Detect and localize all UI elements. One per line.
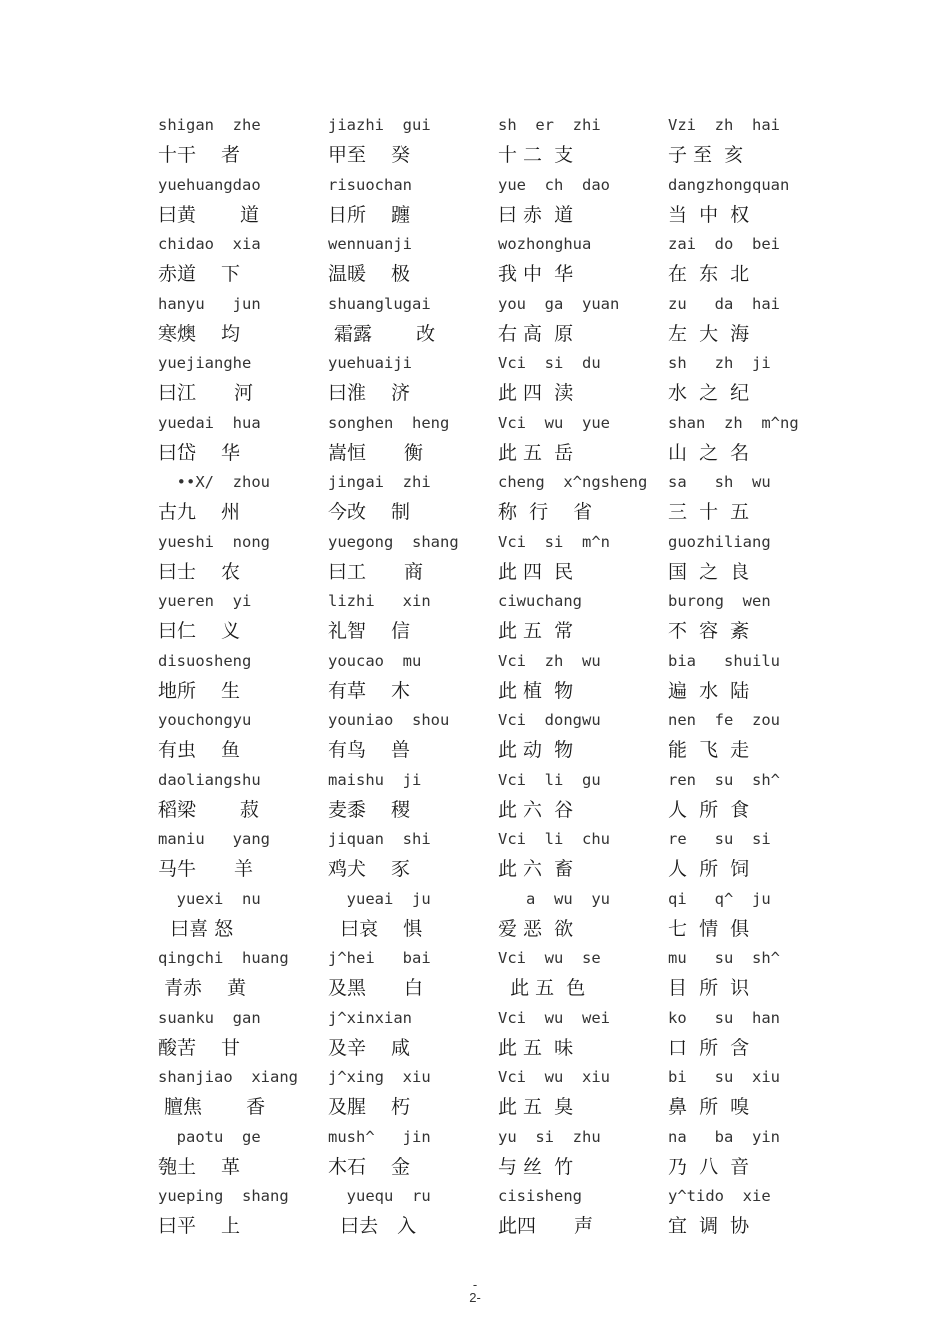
verse-cell — [660, 636, 810, 702]
verse-cell — [490, 517, 660, 583]
pinyin-line: yuexi nu — [158, 889, 261, 908]
pinyin-line: wozhonghua — [498, 235, 592, 253]
verse-cell — [150, 695, 320, 761]
hanzi-line: 匏土 革 — [158, 1155, 241, 1178]
verse-cell — [660, 933, 810, 999]
pinyin-line: jiazhi gui — [328, 116, 431, 134]
page-number: - 2- — [469, 1277, 481, 1305]
verse-cell — [150, 576, 320, 642]
pinyin-line: zu da hai — [668, 294, 780, 313]
verse-cell — [150, 814, 320, 880]
verse-cell — [150, 398, 320, 464]
pinyin-line: risuochan — [328, 175, 412, 194]
hanzi-line: 不 容 紊 — [668, 620, 750, 642]
verse-cell — [660, 219, 810, 285]
pinyin-line: wennuanji — [328, 235, 412, 253]
verse-cell — [150, 933, 320, 999]
hanzi-line: 我 中 华 — [498, 263, 574, 285]
hanzi-line: 日所 躔 — [328, 203, 411, 226]
verse-cell — [660, 993, 810, 1059]
hanzi-line: 青赤 黄 — [158, 977, 247, 999]
hanzi-line: 有草 木 — [328, 679, 411, 702]
hanzi-line: 此 五 臭 — [498, 1096, 574, 1118]
hanzi-line: 曰仁 义 — [158, 620, 241, 642]
hanzi-line: 此 植 物 — [498, 679, 574, 702]
hanzi-line: 能 飞 走 — [668, 739, 750, 761]
pinyin-line: yuehuangdao — [158, 175, 261, 194]
verse-cell — [320, 695, 490, 761]
verse-cell — [320, 993, 490, 1059]
verse-cell — [150, 874, 320, 940]
hanzi-line: 甲至 癸 — [328, 144, 411, 166]
verse-cell — [490, 636, 660, 702]
pinyin-line: qi q^ ju — [668, 889, 771, 908]
hanzi-line: 鼻 所 嗅 — [668, 1096, 750, 1118]
verse-cell — [490, 755, 660, 821]
pinyin-line: jingai zhi — [328, 473, 431, 491]
pinyin-line: shanjiao xiang — [158, 1068, 298, 1086]
verse-cell — [660, 517, 810, 583]
hanzi-line: 山 之 名 — [668, 441, 750, 464]
hanzi-line: 此 四 民 — [498, 560, 574, 583]
verse-cell — [660, 100, 810, 166]
pinyin-line: Vci dongwu — [498, 711, 601, 729]
pinyin-line: zai do bei — [668, 235, 780, 253]
hanzi-line: 嵩恒 衡 — [328, 441, 424, 464]
pinyin-line: you ga yuan — [498, 294, 620, 313]
pinyin-line: Vci wu xiu — [498, 1068, 610, 1086]
verse-cell — [490, 338, 660, 404]
hanzi-line: 曰士 农 — [158, 560, 241, 583]
pinyin-line: yuejianghe — [158, 354, 252, 372]
verse-cell — [150, 160, 320, 226]
pinyin-line: lizhi xin — [328, 592, 431, 610]
hanzi-line: 膻焦 香 — [158, 1096, 266, 1118]
pinyin-line: ••X/ zhou — [158, 473, 270, 491]
hanzi-line: 右 高 原 — [498, 322, 574, 345]
verse-cell — [320, 1052, 490, 1118]
hanzi-line: 目 所 识 — [668, 977, 750, 999]
verse-cell — [660, 398, 810, 464]
verse-cell — [660, 457, 810, 523]
verse-cell — [660, 279, 810, 345]
hanzi-line: 地所 生 — [158, 679, 241, 702]
verse-cell — [660, 338, 810, 404]
pinyin-line: qingchi huang — [158, 949, 289, 967]
pinyin-line: sa sh wu — [668, 473, 771, 491]
hanzi-line: 三 十 五 — [668, 501, 750, 523]
verse-cell — [320, 1171, 490, 1237]
verse-cell — [490, 1171, 660, 1237]
hanzi-line: 有鸟 兽 — [328, 739, 411, 761]
hanzi-line: 曰岱 华 — [158, 441, 241, 464]
verse-cell — [320, 160, 490, 226]
hanzi-line: 木石 金 — [328, 1155, 411, 1178]
verse-cell — [490, 160, 660, 226]
pinyin-line: ren su sh^ — [668, 770, 780, 789]
verse-cell — [320, 100, 490, 166]
pinyin-line: guozhiliang — [668, 532, 771, 551]
hanzi-line: 礼智 信 — [328, 620, 411, 642]
pinyin-line: yueshi nong — [158, 532, 270, 551]
hanzi-line: 赤道 下 — [158, 263, 241, 285]
verse-cell — [320, 338, 490, 404]
pinyin-line: cisisheng — [498, 1187, 582, 1205]
verse-cell — [660, 160, 810, 226]
hanzi-line: 十 二 支 — [498, 144, 574, 166]
verse-cell — [660, 576, 810, 642]
verse-cell — [660, 1112, 810, 1178]
pinyin-line: na ba yin — [668, 1127, 780, 1146]
pinyin-line: paotu ge — [158, 1127, 261, 1146]
hanzi-line: 曰哀 惧 — [328, 917, 423, 940]
hanzi-line: 爱 恶 欲 — [498, 917, 574, 940]
verse-cell — [320, 636, 490, 702]
pinyin-line: j^hei bai — [328, 949, 431, 967]
verse-cell — [150, 100, 320, 166]
hanzi-line: 曰喜 怒 — [158, 917, 234, 940]
pinyin-line: Vci li gu — [498, 770, 601, 789]
verse-cell — [150, 755, 320, 821]
verse-cell — [320, 279, 490, 345]
hanzi-line: 宜 调 协 — [668, 1215, 750, 1237]
hanzi-line: 此 六 谷 — [498, 798, 574, 821]
hanzi-line: 曰江 河 — [158, 382, 254, 404]
pinyin-line: a wu yu — [498, 889, 610, 908]
hanzi-line: 及腥 朽 — [328, 1096, 411, 1118]
pinyin-line: y^tido xie — [668, 1187, 771, 1205]
verse-cell — [490, 1052, 660, 1118]
hanzi-line: 此 五 岳 — [498, 441, 574, 464]
pinyin-line: Vci wu se — [498, 949, 601, 967]
pinyin-line: youcao mu — [328, 651, 422, 670]
verse-cell — [490, 1112, 660, 1178]
pinyin-line: sh er zhi — [498, 116, 601, 134]
pinyin-line: Vzi zh hai — [668, 116, 780, 134]
pinyin-line: daoliangshu — [158, 770, 261, 789]
hanzi-line: 人 所 饲 — [668, 858, 750, 880]
hanzi-line: 此 五 味 — [498, 1036, 574, 1059]
pinyin-line: nen fe zou — [668, 711, 780, 729]
verse-cell — [320, 1112, 490, 1178]
hanzi-line: 人 所 食 — [668, 798, 750, 821]
hanzi-line: 马牛 羊 — [158, 858, 254, 880]
hanzi-line: 当 中 权 — [668, 203, 750, 226]
hanzi-line: 七 情 俱 — [668, 917, 750, 940]
pinyin-line: hanyu jun — [158, 294, 261, 313]
hanzi-line: 与 丝 竹 — [498, 1155, 574, 1178]
verse-cell — [150, 279, 320, 345]
hanzi-line: 曰去 入 — [328, 1215, 417, 1237]
verse-cell — [490, 576, 660, 642]
pinyin-line: bia shuilu — [668, 651, 780, 670]
verse-cell — [150, 219, 320, 285]
verse-cell — [660, 695, 810, 761]
verse-cell — [490, 100, 660, 166]
hanzi-line: 口 所 含 — [668, 1036, 750, 1059]
pinyin-line: yueren yi — [158, 592, 252, 610]
hanzi-line: 酸苦 甘 — [158, 1036, 241, 1059]
verse-cell — [320, 874, 490, 940]
pinyin-line: shuanglugai — [328, 294, 431, 313]
verse-cell — [150, 338, 320, 404]
pinyin-line: burong wen — [668, 592, 771, 610]
hanzi-line: 稻梁 菽 — [158, 798, 260, 821]
hanzi-line: 曰 赤 道 — [498, 203, 574, 226]
pinyin-line: Vci wu yue — [498, 413, 610, 432]
hanzi-line: 此 五 常 — [498, 620, 574, 642]
hanzi-line: 水 之 纪 — [668, 382, 750, 404]
hanzi-line: 麦黍 稷 — [328, 798, 411, 821]
hanzi-line: 曰淮 济 — [328, 382, 411, 404]
hanzi-line: 及辛 咸 — [328, 1036, 411, 1059]
pinyin-line: shan zh m^ng — [668, 413, 799, 432]
pinyin-line: re su si — [668, 830, 771, 848]
verse-cell — [320, 398, 490, 464]
hanzi-line: 左 大 海 — [668, 322, 750, 345]
pinyin-line: dangzhongquan — [668, 175, 790, 194]
pinyin-line: shigan zhe — [158, 116, 261, 134]
hanzi-line: 今改 制 — [328, 501, 411, 523]
pinyin-line: suanku gan — [158, 1008, 261, 1027]
pinyin-line: Vci zh wu — [498, 651, 601, 670]
verse-cell — [150, 1171, 320, 1237]
pinyin-line: yueping shang — [158, 1187, 289, 1205]
verse-grid — [150, 100, 810, 1237]
pinyin-line: disuosheng — [158, 651, 252, 670]
pinyin-line: yueai ju — [328, 889, 431, 908]
verse-cell — [490, 695, 660, 761]
hanzi-line: 有虫 鱼 — [158, 739, 241, 761]
hanzi-line: 此四 声 — [498, 1215, 594, 1237]
verse-cell — [320, 576, 490, 642]
hanzi-line: 称 行 省 — [498, 501, 593, 523]
pinyin-line: mush^ jin — [328, 1127, 431, 1146]
pinyin-line: Vci si m^n — [498, 532, 610, 551]
hanzi-line: 遍 水 陆 — [668, 679, 750, 702]
pinyin-line: j^xing xiu — [328, 1068, 431, 1086]
verse-cell — [320, 933, 490, 999]
pinyin-line: yuedai hua — [158, 413, 261, 432]
hanzi-line: 此 五 色 — [498, 977, 586, 999]
hanzi-line: 及黑 白 — [328, 977, 424, 999]
pinyin-line: maishu ji — [328, 770, 422, 789]
pinyin-line: songhen heng — [328, 413, 450, 432]
verse-cell — [490, 814, 660, 880]
pinyin-line: sh zh ji — [668, 354, 771, 372]
hanzi-line: 曰黄 道 — [158, 203, 260, 226]
hanzi-line: 曰工 商 — [328, 560, 424, 583]
pinyin-line: bi su xiu — [668, 1068, 780, 1086]
pinyin-line: yu si zhu — [498, 1127, 601, 1146]
pinyin-line: mu su sh^ — [668, 949, 780, 967]
hanzi-line: 子 至 亥 — [668, 144, 744, 166]
pinyin-line: j^xinxian — [328, 1008, 412, 1027]
verse-cell — [150, 1052, 320, 1118]
hanzi-line: 曰平 上 — [158, 1215, 241, 1237]
pinyin-line: ko su han — [668, 1008, 780, 1027]
hanzi-line: 十干 者 — [158, 144, 241, 166]
pinyin-line: ciwuchang — [498, 592, 582, 610]
hanzi-line: 古九 州 — [158, 501, 241, 523]
pinyin-line: Vci si du — [498, 354, 601, 372]
pinyin-line: yuegong shang — [328, 532, 459, 551]
verse-cell — [150, 517, 320, 583]
hanzi-line: 寒燠 均 — [158, 322, 241, 345]
pinyin-line: yuequ ru — [328, 1187, 431, 1205]
verse-cell — [490, 933, 660, 999]
hanzi-line: 此 动 物 — [498, 739, 574, 761]
verse-cell — [490, 398, 660, 464]
hanzi-line: 此 六 畜 — [498, 858, 574, 880]
pinyin-line: Vci li chu — [498, 830, 610, 848]
pinyin-line: chidao xia — [158, 235, 261, 253]
verse-cell — [320, 219, 490, 285]
pinyin-line: cheng x^ngsheng — [498, 473, 648, 491]
pinyin-line: yuehuaiji — [328, 354, 412, 372]
hanzi-line: 温暖 极 — [328, 263, 411, 285]
verse-cell — [490, 993, 660, 1059]
verse-cell — [660, 1052, 810, 1118]
verse-cell — [490, 874, 660, 940]
hanzi-line: 鸡犬 豕 — [328, 858, 411, 880]
hanzi-line: 国 之 良 — [668, 560, 750, 583]
pinyin-line: yue ch dao — [498, 175, 610, 194]
verse-cell — [490, 219, 660, 285]
verse-cell — [660, 1171, 810, 1237]
pinyin-line: youniao shou — [328, 711, 450, 729]
verse-cell — [320, 755, 490, 821]
verse-cell — [150, 993, 320, 1059]
hanzi-line: 此 四 渎 — [498, 382, 574, 404]
verse-cell — [320, 814, 490, 880]
verse-cell — [490, 279, 660, 345]
verse-cell — [150, 1112, 320, 1178]
verse-cell — [660, 874, 810, 940]
verse-cell — [150, 457, 320, 523]
hanzi-line: 乃 八 音 — [668, 1155, 750, 1178]
verse-cell — [150, 636, 320, 702]
verse-cell — [660, 814, 810, 880]
pinyin-line: youchongyu — [158, 711, 252, 729]
verse-cell — [490, 457, 660, 523]
hanzi-line: 在 东 北 — [668, 263, 750, 285]
pinyin-line: Vci wu wei — [498, 1008, 610, 1027]
verse-cell — [660, 755, 810, 821]
verse-cell — [320, 457, 490, 523]
verse-cell — [320, 517, 490, 583]
pinyin-line: maniu yang — [158, 830, 270, 848]
pinyin-line: jiquan shi — [328, 830, 431, 848]
hanzi-line: 霜露 改 — [328, 322, 436, 345]
